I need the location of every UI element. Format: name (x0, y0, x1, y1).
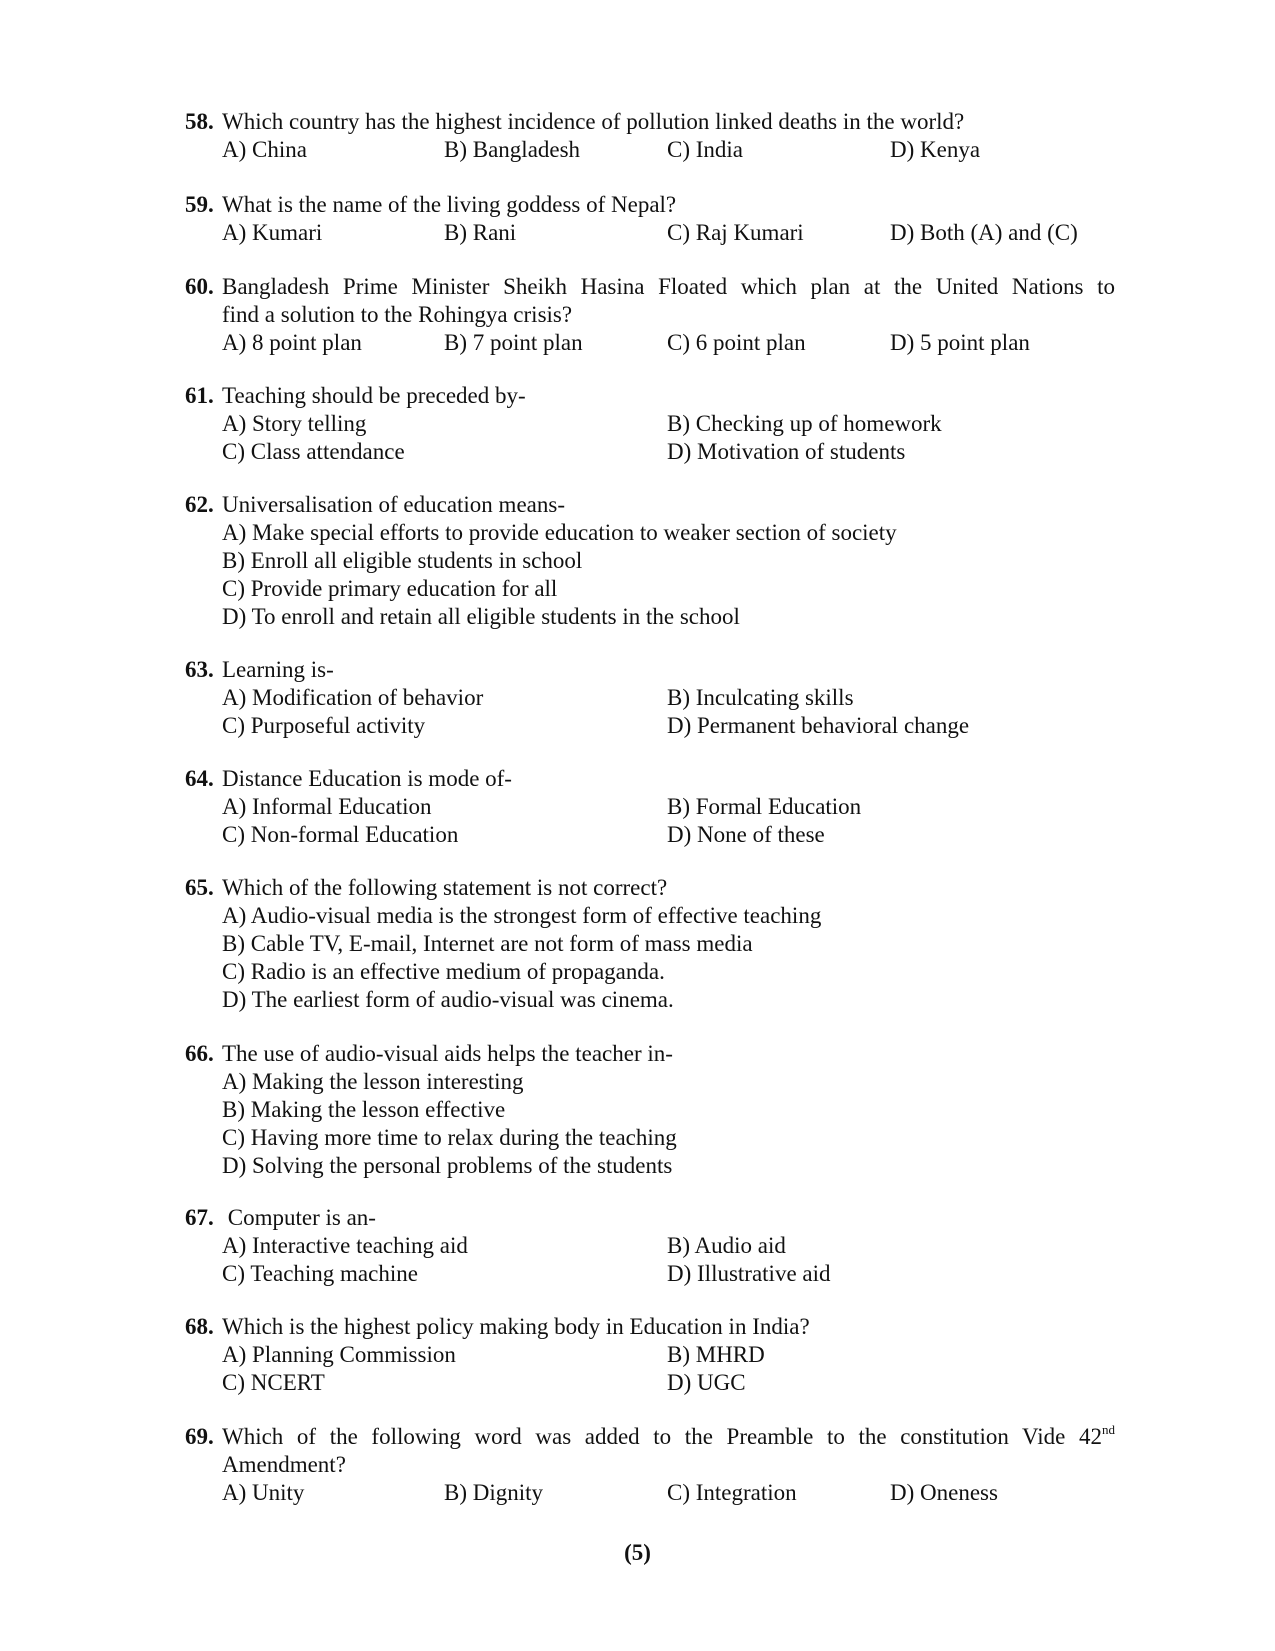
option-a: A) Interactive teaching aid (222, 1233, 468, 1258)
question-text (222, 1423, 1115, 1479)
options (222, 329, 1115, 357)
options (222, 1341, 1115, 1397)
question-number: 65. (185, 875, 214, 900)
option-d: D) Oneness (890, 1480, 998, 1505)
question-62 (185, 491, 1115, 631)
ordinal-superscript: nd (1102, 1422, 1115, 1437)
option-c: C) Having more time to relax during the teaching (222, 1125, 677, 1150)
option-c: C) Non-formal Education (222, 822, 459, 847)
option-c: C) Class attendance (222, 439, 405, 464)
option-d: D) UGC (667, 1370, 746, 1395)
question-63 (185, 656, 1115, 740)
option-a: A) Story telling (222, 411, 367, 436)
options (222, 410, 1115, 466)
page-number: (5) (624, 1540, 651, 1565)
question-61 (185, 382, 1115, 466)
option-b: B) Making the lesson effective (222, 1097, 506, 1122)
option-a: A) Planning Commission (222, 1342, 456, 1367)
option-c: C) Raj Kumari (667, 220, 804, 245)
question-text-line-1: Bangladesh Prime Minister Sheikh Hasina Floated which plan at the United Nations to (222, 274, 1115, 299)
question-text: Which country has the highest incidence of pollution linked deaths in the world? (222, 109, 965, 134)
question-65 (185, 874, 1115, 1014)
question-text: Universalisation of education means- (222, 492, 565, 517)
option-a: A) Audio-visual media is the strongest form of effective teaching (222, 903, 822, 928)
question-text: Which of the following statement is not correct? (222, 875, 668, 900)
question-59 (185, 191, 1115, 247)
question-58 (185, 108, 1115, 164)
options (222, 219, 1115, 247)
question-text: Distance Education is mode of- (222, 766, 512, 791)
options (222, 684, 1115, 740)
option-c: C) Purposeful activity (222, 713, 426, 738)
question-number: 59. (185, 192, 214, 217)
question-60 (185, 273, 1115, 357)
option-d: D) 5 point plan (890, 330, 1030, 355)
options (222, 519, 1115, 631)
question-68 (185, 1313, 1115, 1397)
question-text-line-2: find a solution to the Rohingya crisis? (222, 302, 573, 327)
question-text-line-2: Amendment? (222, 1452, 346, 1477)
question-number: 66. (185, 1041, 214, 1066)
option-c: C) NCERT (222, 1370, 325, 1395)
options (222, 136, 1115, 164)
question-text: Teaching should be preceded by- (222, 383, 526, 408)
question-text: Which is the highest policy making body in Education in India? (222, 1314, 810, 1339)
question-number: 64. (185, 766, 214, 791)
question-text: Learning is- (222, 657, 334, 682)
option-d: D) None of these (667, 822, 825, 847)
option-d: D) Permanent behavioral change (667, 713, 970, 738)
question-67 (185, 1204, 1115, 1288)
question-number: 67. (185, 1205, 214, 1230)
question-number: 58. (185, 109, 214, 134)
option-c: C) 6 point plan (667, 330, 806, 355)
question-text: The use of audio-visual aids helps the teacher in- (222, 1041, 673, 1066)
options (222, 1232, 1115, 1288)
option-b: B) Checking up of homework (667, 411, 942, 436)
option-c: C) Teaching machine (222, 1261, 418, 1286)
option-b: B) Enroll all eligible students in school (222, 548, 583, 573)
option-c: C) Integration (667, 1480, 797, 1505)
option-b: B) Cable TV, E-mail, Internet are not form of mass media (222, 931, 753, 956)
option-c: C) India (667, 137, 744, 162)
option-b: B) Bangladesh (444, 137, 581, 162)
options (222, 1479, 1115, 1507)
question-text (222, 273, 1115, 329)
question-number: 60. (185, 274, 214, 299)
question-64 (185, 765, 1115, 849)
option-b: B) Audio aid (667, 1233, 786, 1258)
option-a: A) Making the lesson interesting (222, 1069, 524, 1094)
options (222, 1068, 1115, 1180)
options (222, 793, 1115, 849)
option-d: D) Solving the personal problems of the students (222, 1153, 673, 1178)
option-a: A) China (222, 137, 307, 162)
option-a: A) Modification of behavior (222, 685, 484, 710)
options (222, 902, 1115, 1014)
question-text: What is the name of the living goddess of Nepal? (222, 192, 677, 217)
question-number: 69. (185, 1424, 214, 1449)
question-number: 61. (185, 383, 214, 408)
option-b: B) Formal Education (667, 794, 862, 819)
option-d: D) The earliest form of audio-visual was cinema. (222, 987, 674, 1012)
question-66 (185, 1040, 1115, 1180)
option-b: B) Inculcating skills (667, 685, 854, 710)
option-a: A) Make special efforts to provide education to weaker section of society (222, 520, 897, 545)
option-a: A) Unity (222, 1480, 305, 1505)
question-69 (185, 1423, 1115, 1507)
question-number: 68. (185, 1314, 214, 1339)
option-c: C) Provide primary education for all (222, 576, 558, 601)
question-text-line-1: Which of the following word was added to the Preamble to the constitution Vide 42 (222, 1424, 1102, 1449)
option-d: D) Illustrative aid (667, 1261, 831, 1286)
option-a: A) Informal Education (222, 794, 432, 819)
option-a: A) 8 point plan (222, 330, 362, 355)
option-d: D) Kenya (890, 137, 981, 162)
option-d: D) Motivation of students (667, 439, 906, 464)
option-b: B) MHRD (667, 1342, 765, 1367)
option-b: B) Rani (444, 220, 517, 245)
question-number: 62. (185, 492, 214, 517)
option-b: B) Dignity (444, 1480, 544, 1505)
option-d: D) Both (A) and (C) (890, 220, 1078, 245)
option-b: B) 7 point plan (444, 330, 583, 355)
option-a: A) Kumari (222, 220, 323, 245)
question-text: Computer is an- (222, 1205, 376, 1230)
option-d: D) To enroll and retain all eligible students in the school (222, 604, 740, 629)
option-c: C) Radio is an effective medium of propaganda. (222, 959, 665, 984)
question-number: 63. (185, 657, 214, 682)
